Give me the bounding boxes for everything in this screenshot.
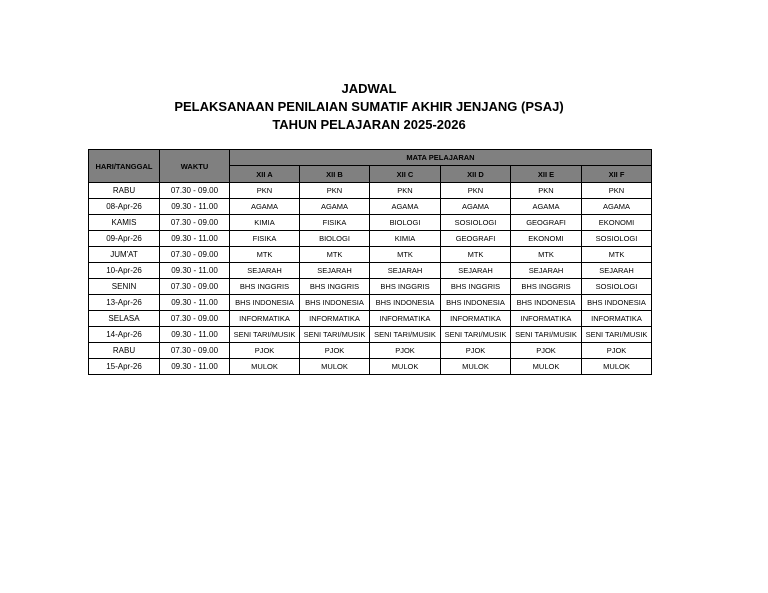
subject-cell: MULOK <box>511 359 582 375</box>
subject-cell: INFORMATIKA <box>441 311 511 327</box>
subject-cell: BIOLOGI <box>300 231 370 247</box>
table-row <box>89 263 652 279</box>
date-cell: 09-Apr-26 <box>89 231 160 247</box>
subject-cell: MULOK <box>441 359 511 375</box>
subject-cell: BHS INDONESIA <box>511 295 582 311</box>
table-row <box>89 359 652 375</box>
subject-cell: MTK <box>441 247 511 263</box>
time-cell: 09.30 - 11.00 <box>160 327 230 343</box>
subject-cell: BHS INDONESIA <box>300 295 370 311</box>
subject-cell: EKONOMI <box>511 231 582 247</box>
subject-cell: AGAMA <box>370 199 441 215</box>
table-row <box>89 343 652 359</box>
subject-cell: AGAMA <box>300 199 370 215</box>
subject-cell: GEOGRAFI <box>511 215 582 231</box>
subject-cell: MTK <box>230 247 300 263</box>
subject-cell: SEJARAH <box>230 263 300 279</box>
day-cell: KAMIS <box>89 215 160 231</box>
subject-cell: BHS INDONESIA <box>582 295 652 311</box>
subject-cell: AGAMA <box>582 199 652 215</box>
date-cell: 13-Apr-26 <box>89 295 160 311</box>
subject-cell: SEJARAH <box>370 263 441 279</box>
day-cell: SENIN <box>89 279 160 295</box>
subject-cell: SOSIOLOGI <box>582 231 652 247</box>
title-line-3: TAHUN PELAJARAN 2025-2026 <box>272 117 466 132</box>
time-cell: 07.30 - 09.00 <box>160 311 230 327</box>
subject-cell: SENI TARI/MUSIK <box>300 327 370 343</box>
subject-cell: PKN <box>230 183 300 199</box>
header-class: XII C <box>370 166 441 183</box>
header-class: XII B <box>300 166 370 183</box>
subject-cell: SEJARAH <box>582 263 652 279</box>
subject-cell: MULOK <box>300 359 370 375</box>
subject-cell: PJOK <box>582 343 652 359</box>
date-cell: 10-Apr-26 <box>89 263 160 279</box>
subject-cell: KIMIA <box>230 215 300 231</box>
day-cell: RABU <box>89 343 160 359</box>
subject-cell: BHS INGGRIS <box>370 279 441 295</box>
day-cell: SELASA <box>89 311 160 327</box>
table-row <box>89 327 652 343</box>
subject-cell: BHS INGGRIS <box>511 279 582 295</box>
document-title <box>0 80 738 134</box>
header-time: WAKTU <box>160 150 230 183</box>
header-class: XII A <box>230 166 300 183</box>
subject-cell: MTK <box>300 247 370 263</box>
time-cell: 09.30 - 11.00 <box>160 295 230 311</box>
subject-cell: INFORMATIKA <box>370 311 441 327</box>
header-row-1 <box>89 150 652 166</box>
table-row <box>89 199 652 215</box>
table-row <box>89 247 652 263</box>
header-class: XII D <box>441 166 511 183</box>
subject-cell: PKN <box>441 183 511 199</box>
time-cell: 09.30 - 11.00 <box>160 359 230 375</box>
subject-cell: SENI TARI/MUSIK <box>441 327 511 343</box>
subject-cell: BHS INDONESIA <box>370 295 441 311</box>
day-cell: JUM'AT <box>89 247 160 263</box>
subject-cell: PJOK <box>300 343 370 359</box>
time-cell: 07.30 - 09.00 <box>160 343 230 359</box>
subject-cell: INFORMATIKA <box>582 311 652 327</box>
table-row <box>89 295 652 311</box>
subject-cell: SEJARAH <box>511 263 582 279</box>
table-row <box>89 231 652 247</box>
subject-cell: PKN <box>300 183 370 199</box>
subject-cell: PKN <box>511 183 582 199</box>
subject-cell: FISIKA <box>300 215 370 231</box>
title-line-2: PELAKSANAAN PENILAIAN SUMATIF AKHIR JENJANG (PSAJ) <box>174 99 564 114</box>
subject-cell: BHS INDONESIA <box>230 295 300 311</box>
table-header <box>89 150 652 183</box>
subject-cell: EKONOMI <box>582 215 652 231</box>
subject-cell: BHS INDONESIA <box>441 295 511 311</box>
subject-cell: SOSIOLOGI <box>582 279 652 295</box>
subject-cell: INFORMATIKA <box>300 311 370 327</box>
subject-cell: BHS INGGRIS <box>300 279 370 295</box>
subject-cell: MULOK <box>370 359 441 375</box>
date-cell: 15-Apr-26 <box>89 359 160 375</box>
time-cell: 09.30 - 11.00 <box>160 231 230 247</box>
subject-cell: SENI TARI/MUSIK <box>230 327 300 343</box>
table-row <box>89 183 652 199</box>
time-cell: 07.30 - 09.00 <box>160 247 230 263</box>
table-body <box>89 183 652 375</box>
header-class: XII F <box>582 166 652 183</box>
subject-cell: PKN <box>582 183 652 199</box>
subject-cell: MTK <box>511 247 582 263</box>
time-cell: 09.30 - 11.00 <box>160 263 230 279</box>
subject-cell: AGAMA <box>511 199 582 215</box>
time-cell: 07.30 - 09.00 <box>160 215 230 231</box>
subject-cell: BHS INGGRIS <box>230 279 300 295</box>
header-class: XII E <box>511 166 582 183</box>
schedule-table <box>88 149 652 375</box>
time-cell: 07.30 - 09.00 <box>160 279 230 295</box>
time-cell: 07.30 - 09.00 <box>160 183 230 199</box>
subject-cell: MULOK <box>230 359 300 375</box>
header-subjects: MATA PELAJARAN <box>230 150 652 166</box>
day-cell: RABU <box>89 183 160 199</box>
subject-cell: GEOGRAFI <box>441 231 511 247</box>
subject-cell: SOSIOLOGI <box>441 215 511 231</box>
date-cell: 14-Apr-26 <box>89 327 160 343</box>
subject-cell: SENI TARI/MUSIK <box>511 327 582 343</box>
header-day-date: HARI/TANGGAL <box>89 150 160 183</box>
subject-cell: MTK <box>582 247 652 263</box>
subject-cell: FISIKA <box>230 231 300 247</box>
subject-cell: PJOK <box>511 343 582 359</box>
time-cell: 09.30 - 11.00 <box>160 199 230 215</box>
subject-cell: SENI TARI/MUSIK <box>582 327 652 343</box>
subject-cell: BHS INGGRIS <box>441 279 511 295</box>
table-row <box>89 215 652 231</box>
subject-cell: INFORMATIKA <box>511 311 582 327</box>
date-cell: 08-Apr-26 <box>89 199 160 215</box>
subject-cell: MTK <box>370 247 441 263</box>
table-row <box>89 279 652 295</box>
subject-cell: AGAMA <box>441 199 511 215</box>
subject-cell: PJOK <box>441 343 511 359</box>
title-line-1: JADWAL <box>341 81 397 96</box>
table-row <box>89 311 652 327</box>
subject-cell: BIOLOGI <box>370 215 441 231</box>
subject-cell: PKN <box>370 183 441 199</box>
subject-cell: SEJARAH <box>441 263 511 279</box>
subject-cell: SEJARAH <box>300 263 370 279</box>
subject-cell: INFORMATIKA <box>230 311 300 327</box>
subject-cell: SENI TARI/MUSIK <box>370 327 441 343</box>
subject-cell: PJOK <box>230 343 300 359</box>
subject-cell: PJOK <box>370 343 441 359</box>
subject-cell: MULOK <box>582 359 652 375</box>
subject-cell: KIMIA <box>370 231 441 247</box>
subject-cell: AGAMA <box>230 199 300 215</box>
